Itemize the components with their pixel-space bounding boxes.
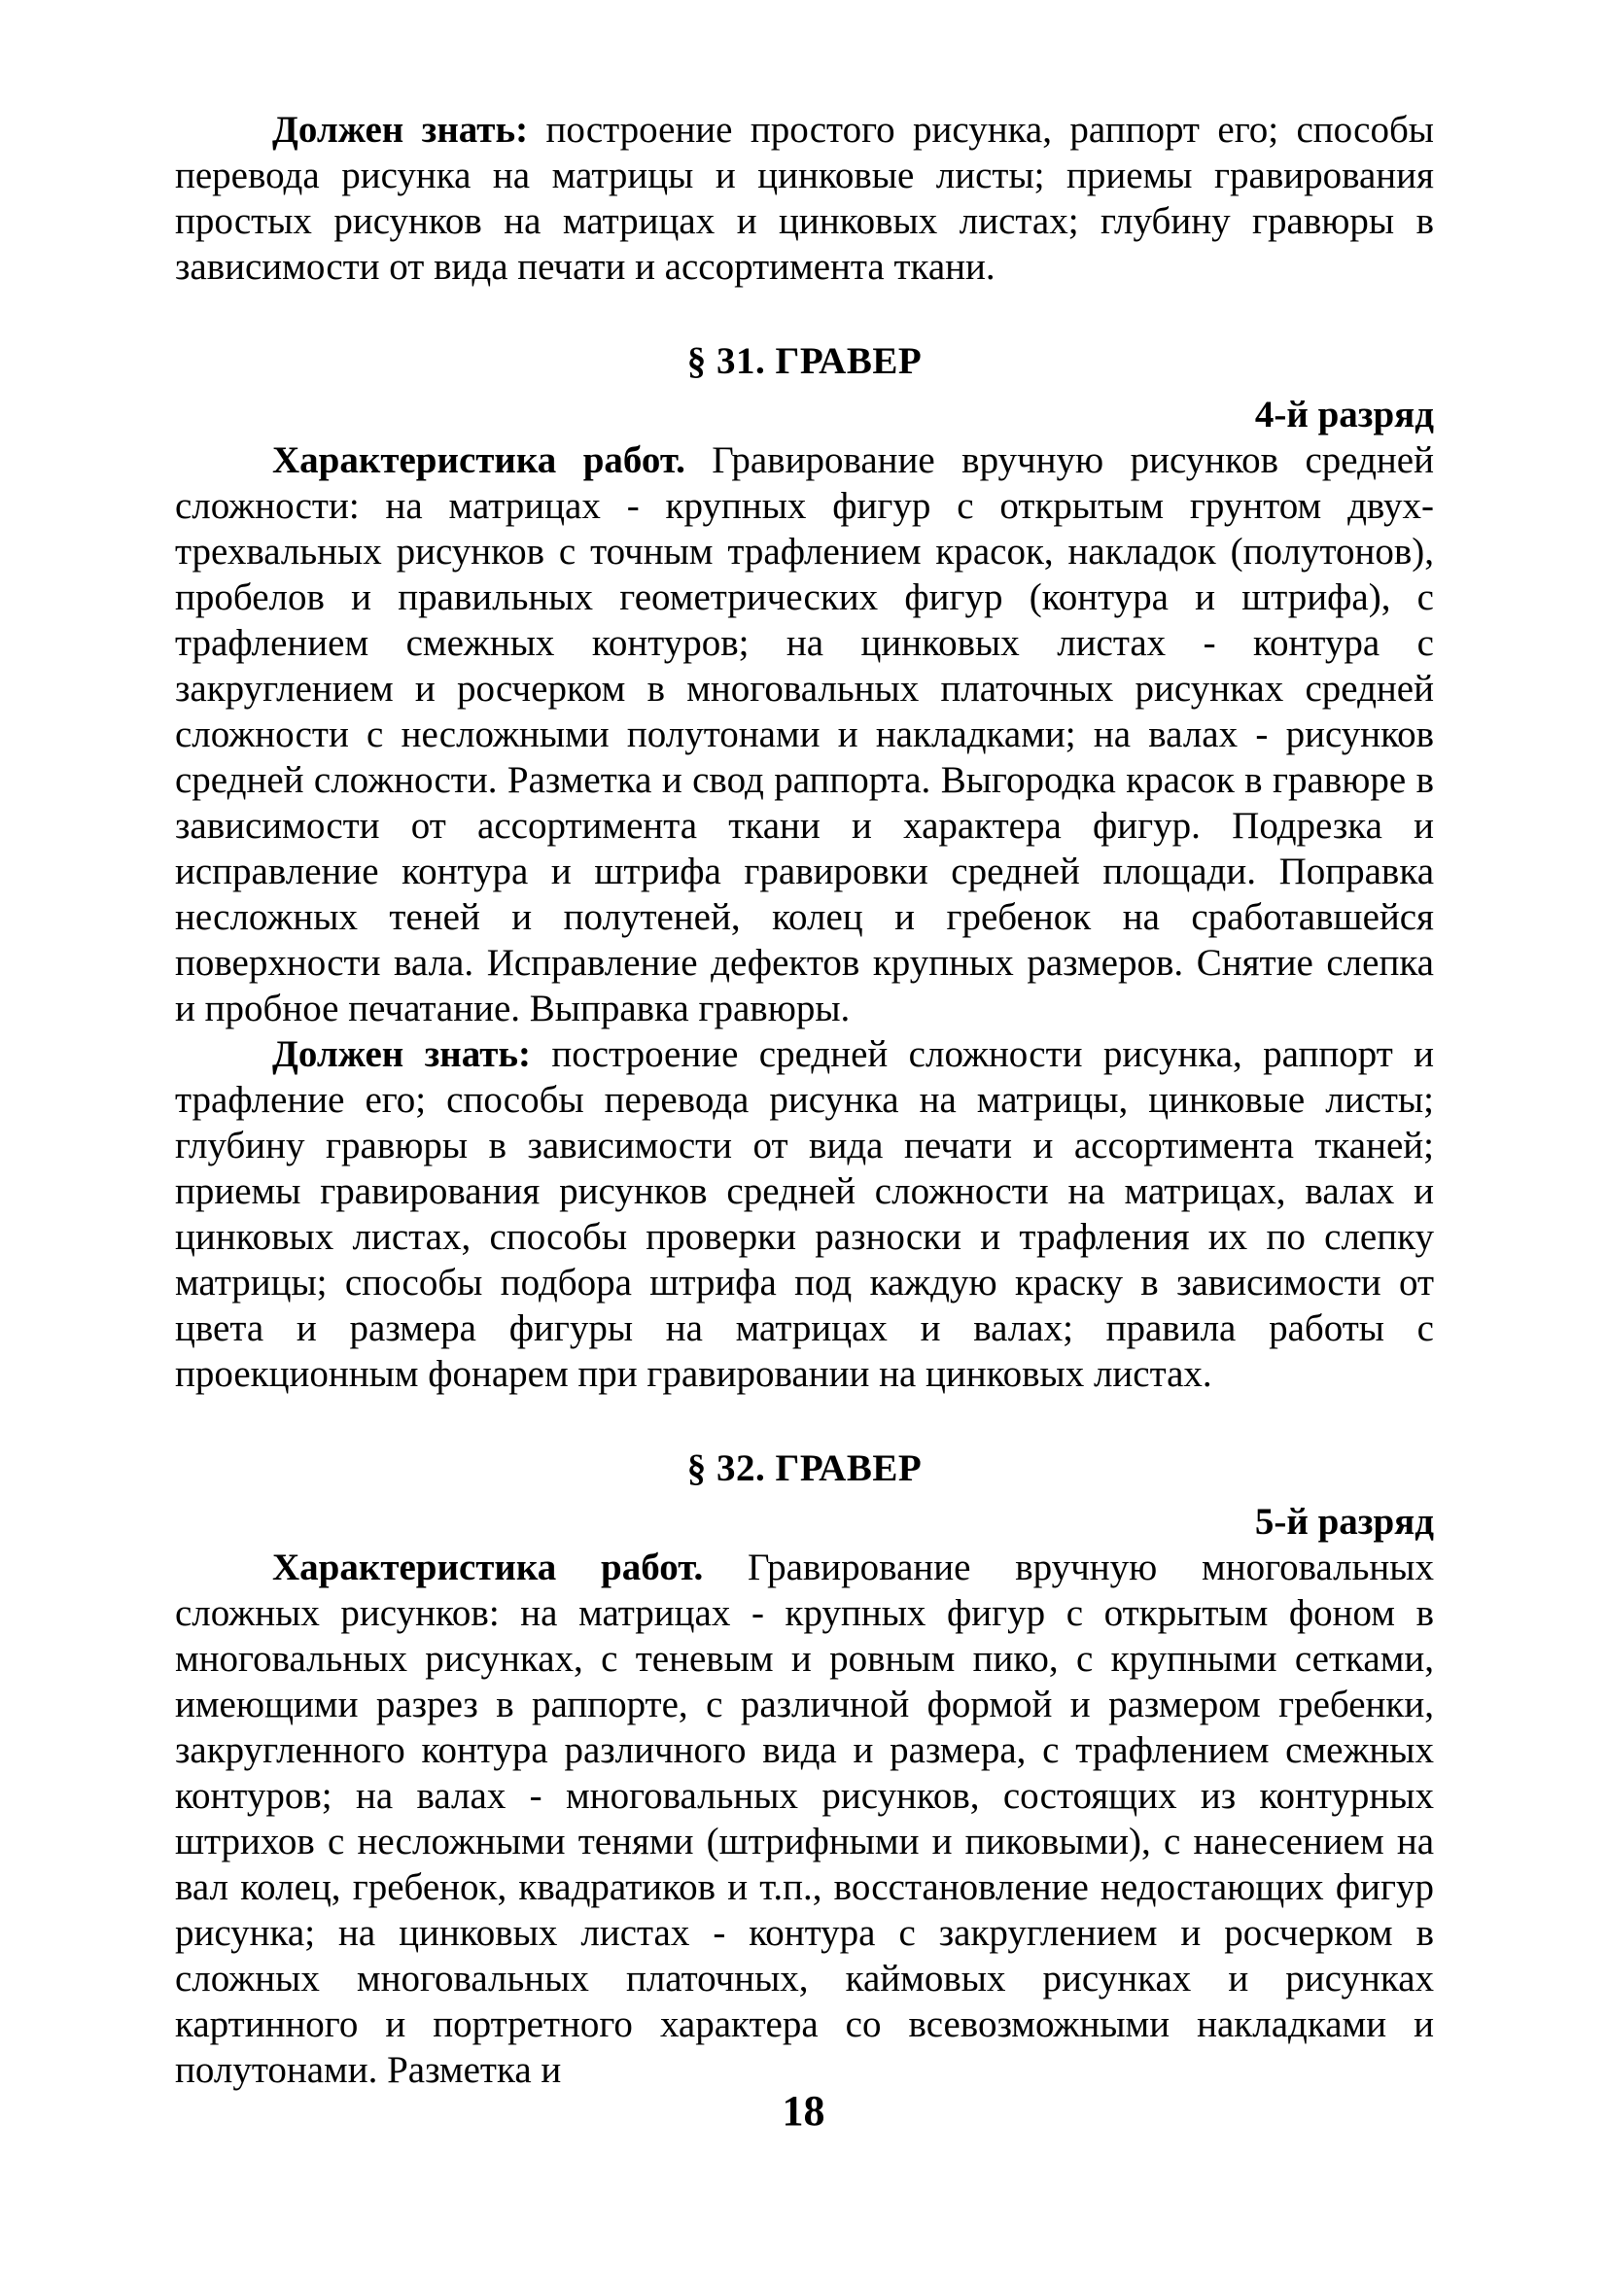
work-text: Гравирование вручную многовальных сложных рисунков: на матрицах - крупных фигур с открытым фоном в многовальных рисунках, с теневым и ровным пико, с крупными сетками, имеющими разрез в раппорте, с различной формой и размером гребенки, закругленного контура различного вида и размера, с трафлением смежных контуров; на валах - многовальных рисунков, состоящих из контурных штрихов с несложными тенями (штрифными и пиковыми), с нанесением на вал колец, гребенок, квадратиков и т.п., восстановление недостающих фигур рисунка; на цинковых листах - контура с закруглением и росчерком в сложных многовальных платочных, каймовых рисунках и рисунках картинного и портретного характера со всевозможными накладками и полутонами. Разметка и: [175, 1547, 1434, 2091]
knowledge-paragraph-grade-3: [175, 107, 1434, 290]
work-term: Характеристика работ.: [272, 1547, 704, 1588]
section-31-work-paragraph: [175, 437, 1434, 1031]
work-term: Характеристика работ.: [272, 439, 685, 481]
section-32-work-paragraph: [175, 1545, 1434, 2093]
section-32: [175, 1445, 1434, 2093]
section-31-heading: § 31. ГРАВЕР: [686, 340, 923, 382]
knowledge-term: Должен знать:: [272, 1033, 532, 1075]
section-31: [175, 338, 1434, 1397]
knowledge-text: построение простого рисунка, раппорт его; способы перевода рисунка на матрицы и цинковые листы; приемы гравирования простых рисунков на матрицах и цинковых листах; глубину гравюры в зависимости от вида печати и ассортимента ткани.: [175, 109, 1434, 288]
knowledge-text: построение средней сложности рисунка, раппорт и трафление его; способы перевода рисунка на матрицы, цинковые листы; глубину гравюры в зависимости от вида печати и ассортимента тканей; приемы гравирования рисунков средней сложности на матрицах, валах и цинковых листах, способы проверки разноски и трафления их по слепку матрицы; способы подбора штрифа под каждую краску в зависимости от цвета и размера фигуры на матрицах и валах; правила работы с проекционным фонарем при гравировании на цинковых листах.: [175, 1033, 1434, 1395]
section-32-heading: § 32. ГРАВЕР: [686, 1447, 923, 1489]
knowledge-term: Должен знать:: [272, 109, 529, 151]
section-32-grade: 5-й разряд: [1254, 1501, 1434, 1543]
page-number: 18: [782, 2087, 825, 2135]
section-31-grade: 4-й разряд: [1254, 394, 1434, 435]
section-31-knowledge-paragraph: [175, 1031, 1434, 1397]
page-content: [175, 107, 1434, 2093]
work-text: Гравирование вручную рисунков средней сложности: на матрицах - крупных фигур с открытым грунтом двух-трехвальных рисунков с точным трафлением красок, накладок (полутонов), пробелов и правильных геометрических фигур (контура и штрифа), с трафлением смежных контуров; на цинковых листах - контура с закруглением и росчерком в многовальных платочных рисунках средней сложности с несложными полутонами и накладками; на валах - рисунков средней сложности. Разметка и свод раппорта. Выгородка красок в гравюре в зависимости от ассортимента ткани и характера фигур. Подрезка и исправление контура и штрифа гравировки средней площади. Поправка несложных теней и полутеней, колец и гребенок на сработавшейся поверхности вала. Исправление дефектов крупных размеров. Снятие слепка и пробное печатание. Выправка гравюры.: [175, 439, 1434, 1029]
